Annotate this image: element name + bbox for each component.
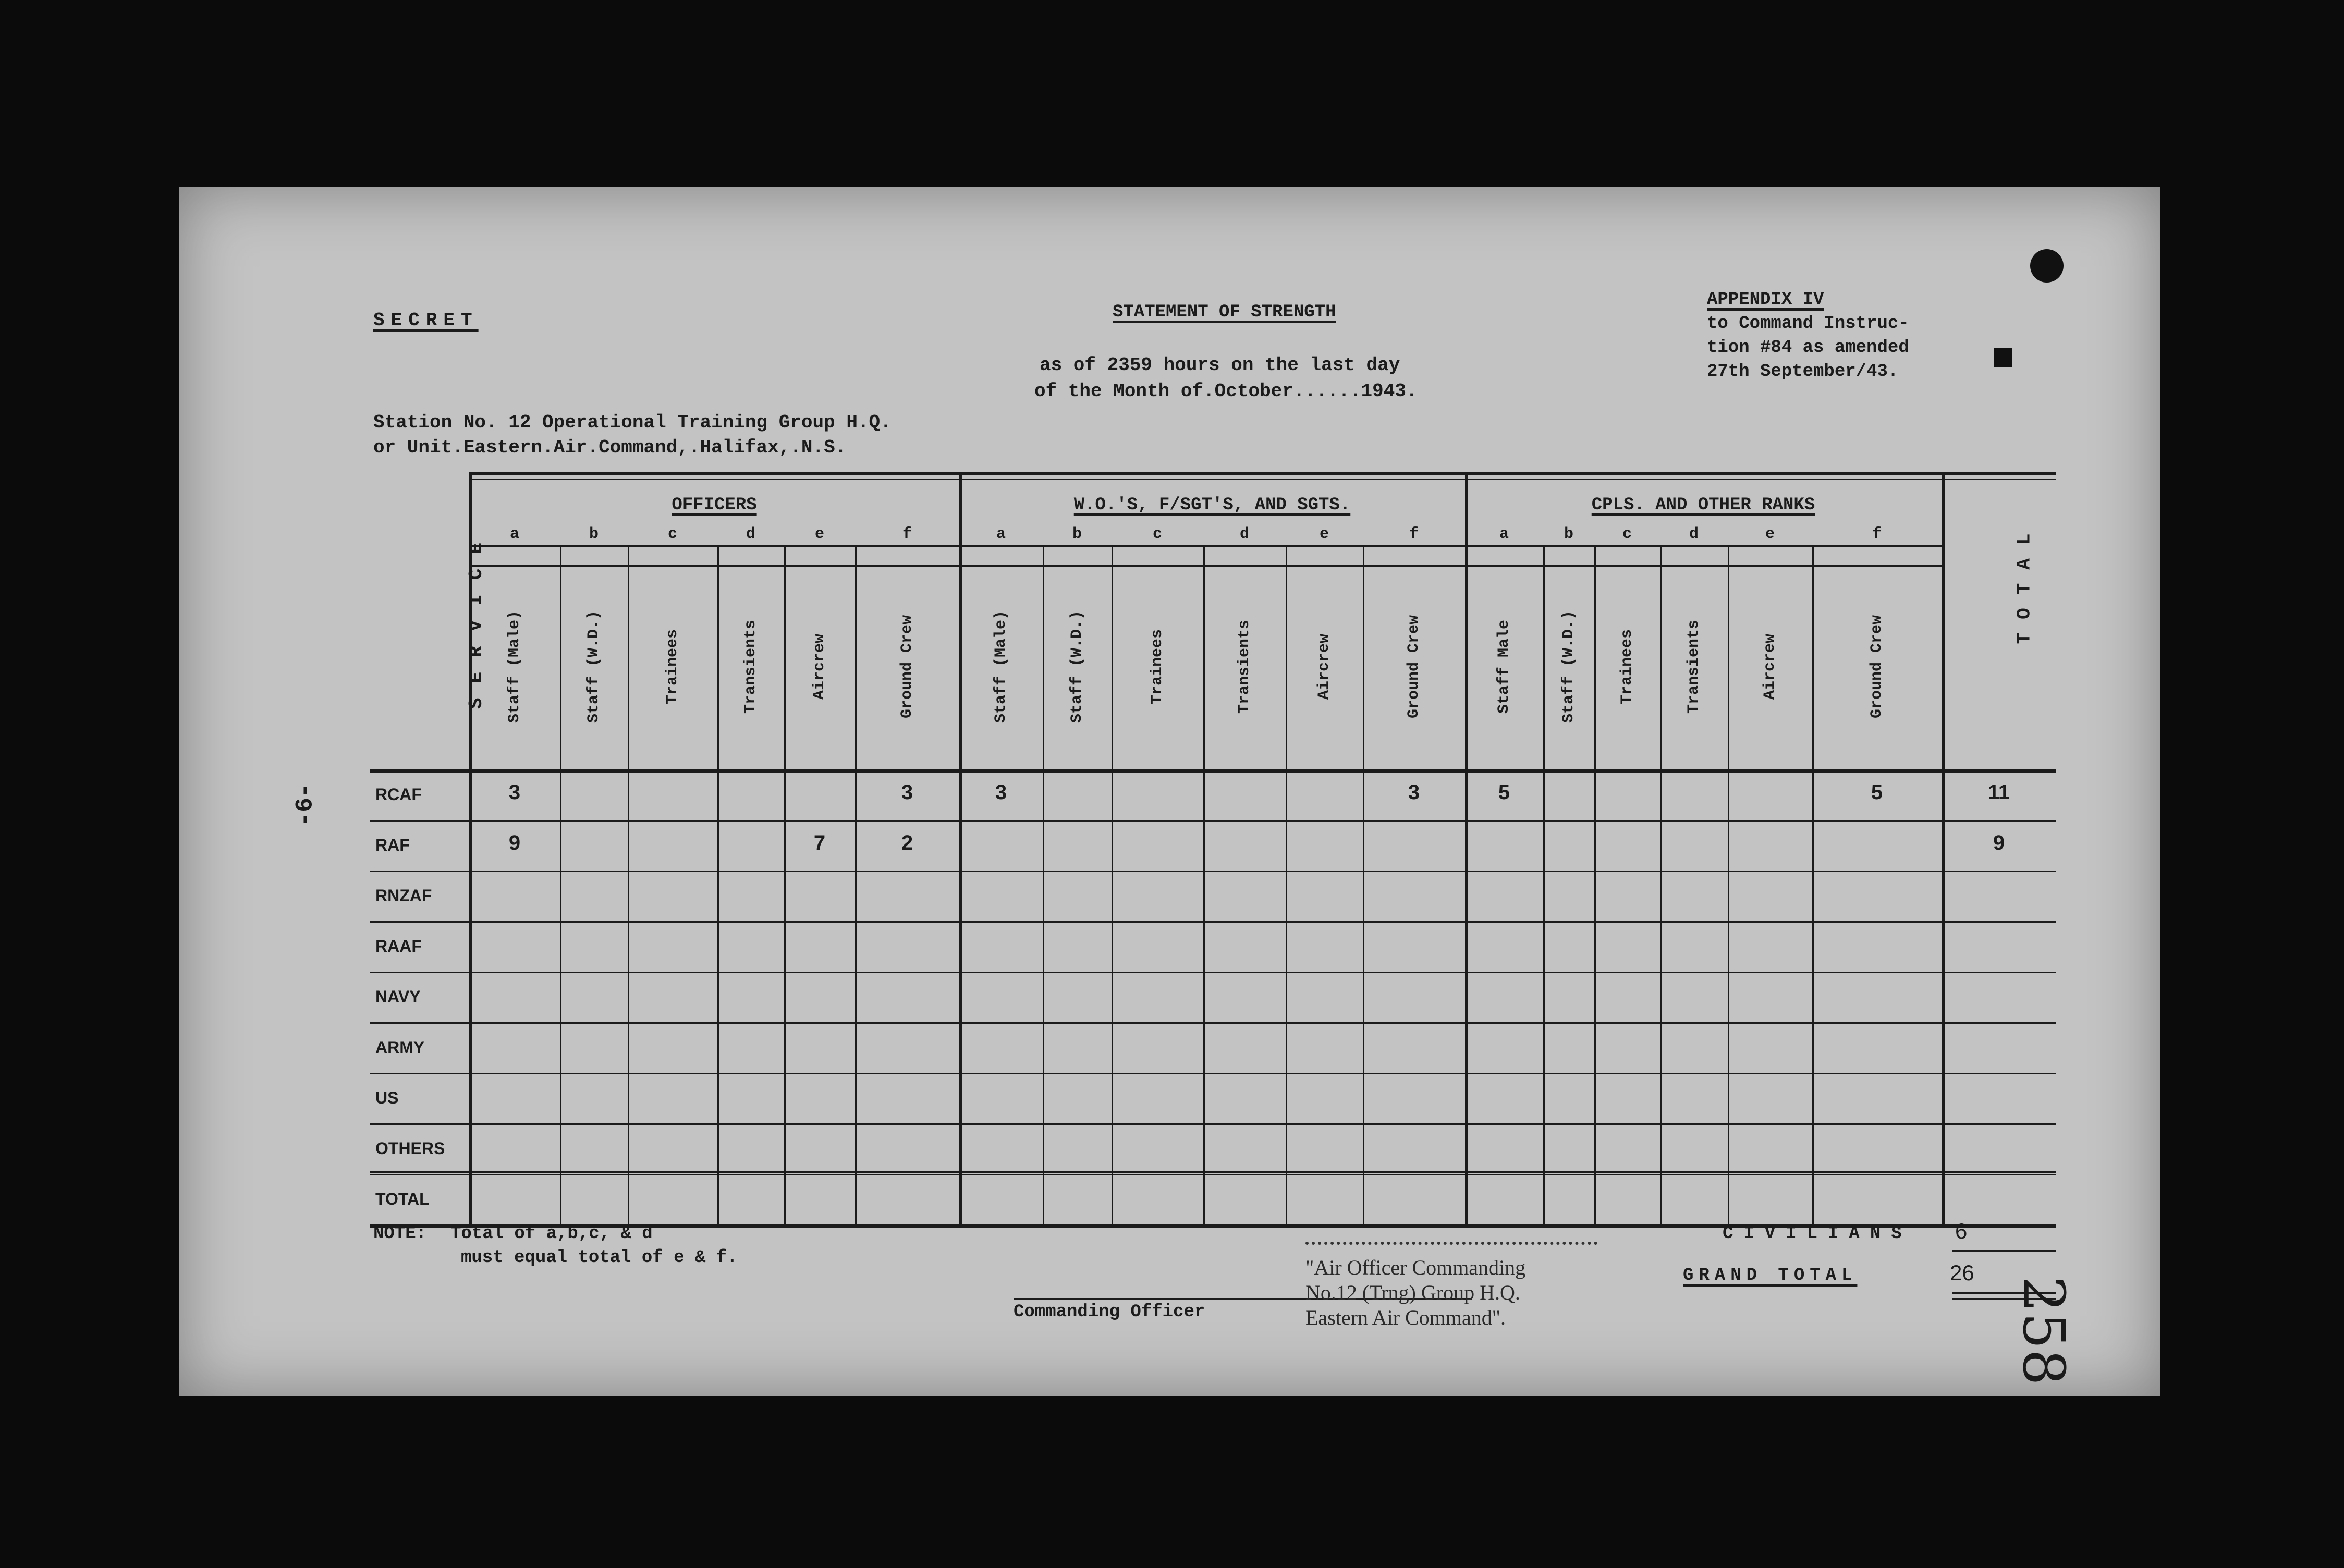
column-heading-text: Ground Crew — [1868, 615, 1886, 719]
column-rule — [628, 545, 629, 1224]
column-rule — [1286, 545, 1287, 1224]
column-rule — [717, 545, 719, 1224]
table-cell: 3 — [1408, 781, 1420, 804]
corner-mark — [1994, 348, 2012, 367]
row-rule — [370, 1073, 2056, 1074]
table-cell: 5 — [1871, 781, 1883, 804]
grand-total-label: GRAND TOTAL — [1683, 1266, 1858, 1285]
group-title: W.O.'S, F/SGT'S, AND SGTS. — [1073, 495, 1351, 515]
row-label: RCAF — [375, 785, 422, 804]
column-letter: c — [667, 525, 677, 543]
column-rule — [1112, 545, 1113, 1224]
column-heading — [1488, 581, 1520, 753]
table-cell: 3 — [995, 781, 1007, 804]
stamp-line1: "Air Officer Commanding — [1305, 1256, 1526, 1279]
column-letter: e — [1765, 525, 1775, 543]
column-heading-text: Trainees — [1149, 629, 1166, 705]
column-letter: b — [589, 525, 599, 543]
row-label: US — [375, 1088, 399, 1107]
column-heading — [1398, 581, 1430, 753]
civilians-value: 6 — [1955, 1219, 1968, 1243]
row-label: NAVY — [375, 987, 421, 1006]
document-page — [179, 187, 2160, 1396]
column-heading-text: Trainees — [664, 629, 681, 705]
column-heading — [985, 581, 1017, 753]
column-letter: e — [1319, 525, 1329, 543]
row-total: 11 — [1987, 781, 2010, 804]
table-cell: 3 — [901, 781, 913, 804]
table-cell: 7 — [813, 831, 826, 854]
column-heading-text: Staff (W.D.) — [1068, 610, 1086, 724]
appendix-line1: to Command Instruc- — [1707, 314, 1909, 334]
row-label: RAF — [375, 836, 410, 854]
column-letter: f — [1872, 525, 1882, 543]
column-rule — [1728, 545, 1729, 1224]
signature-label: Commanding Officer — [1014, 1302, 1205, 1322]
row-label: ARMY — [375, 1038, 425, 1057]
note-line1: Total of a,b,c, & d — [450, 1224, 653, 1244]
column-rule — [1942, 472, 1945, 1224]
table-cell: 2 — [901, 831, 913, 854]
column-heading-text: Staff Male — [1495, 619, 1513, 714]
column-letter: a — [509, 525, 519, 543]
note-line2: must equal total of e & f. — [461, 1248, 738, 1268]
column-heading-text: Ground Crew — [1405, 615, 1423, 719]
row-rule — [370, 820, 2056, 822]
column-rule — [1543, 545, 1545, 1224]
column-heading — [1061, 581, 1093, 753]
column-rule — [959, 472, 962, 1224]
grand-total-value: 26 — [1950, 1260, 1974, 1285]
unit-line: or Unit.Eastern.Air.Command,.Halifax,.N.S. — [373, 437, 847, 458]
column-heading — [1678, 581, 1710, 753]
station-line: Station No. 12 Operational Training Group H.Q. — [373, 412, 892, 433]
column-letter: e — [814, 525, 824, 543]
row-label: RAAF — [375, 937, 422, 956]
column-heading — [1861, 581, 1893, 753]
column-letter: f — [1409, 525, 1419, 543]
column-rule — [784, 545, 786, 1224]
column-heading — [1142, 581, 1173, 753]
note-label: NOTE: — [373, 1224, 427, 1244]
column-letter: f — [902, 525, 912, 543]
column-rule — [1660, 545, 1662, 1224]
column-heading-text: Staff (Male) — [992, 610, 1010, 724]
punch-hole — [2030, 249, 2064, 283]
column-heading-text: Transients — [1685, 619, 1703, 714]
column-rule — [1812, 545, 1814, 1224]
handwritten-page-number: 258 — [2010, 1276, 2077, 1386]
secret-label: SECRET — [373, 310, 479, 331]
column-letter: c — [1622, 525, 1632, 543]
table-cell: 5 — [1498, 781, 1510, 804]
column-heading — [1754, 581, 1786, 753]
column-rule — [1465, 472, 1468, 1224]
column-heading — [1553, 581, 1584, 753]
table-cell: 3 — [508, 781, 521, 804]
table-top-rule — [469, 472, 2056, 475]
column-heading-text: Transients — [742, 619, 760, 714]
column-rule — [1363, 545, 1364, 1224]
column-heading — [1612, 581, 1643, 753]
column-heading-text: Aircrew — [811, 633, 828, 700]
column-heading-text: Ground Crew — [898, 615, 917, 719]
row-label: TOTAL — [375, 1190, 430, 1208]
total-row-rule — [370, 1171, 2056, 1173]
column-letter: d — [1239, 525, 1249, 543]
group-title: OFFICERS — [672, 495, 757, 515]
row-rule — [370, 1022, 2056, 1024]
column-heading-text: Transients — [1236, 619, 1253, 714]
margin-page-mark: -6- — [291, 783, 319, 827]
column-letter: d — [746, 525, 755, 543]
row-label: OTHERS — [375, 1139, 445, 1158]
column-heading-text: Staff (Male) — [506, 610, 524, 724]
table-top-rule-2 — [469, 479, 2056, 480]
total-column-heading: TOTAL — [2013, 520, 2035, 644]
column-heading — [892, 581, 923, 753]
column-letter: a — [1499, 525, 1509, 543]
row-rule — [370, 1174, 2056, 1175]
column-heading-text: Aircrew — [1761, 633, 1779, 700]
column-rule — [855, 545, 857, 1224]
column-heading-text: Staff (W.D.) — [585, 610, 603, 724]
civilians-label: CIVILIANS — [1723, 1224, 1912, 1244]
column-rule — [1043, 545, 1044, 1224]
table-cell: 9 — [508, 831, 521, 854]
column-heading — [804, 581, 835, 753]
letter-row-rule — [469, 545, 1942, 547]
row-rule — [370, 972, 2056, 973]
row-rule — [370, 1123, 2056, 1125]
column-heading-text: Staff (W.D.) — [1560, 610, 1578, 724]
appendix-line3: 27th September/43. — [1707, 362, 1899, 382]
column-letter: b — [1564, 525, 1573, 543]
column-heading-text: Trainees — [1618, 629, 1636, 705]
column-heading — [735, 581, 766, 753]
column-letter: c — [1152, 525, 1162, 543]
column-rule — [560, 545, 561, 1224]
column-letter: a — [996, 525, 1006, 543]
column-heading — [1309, 581, 1340, 753]
column-head-rule — [469, 565, 1942, 567]
document-title: STATEMENT OF STRENGTH — [1113, 302, 1336, 322]
stamp-line3: Eastern Air Command". — [1305, 1306, 1506, 1329]
stamp-dotted-line — [1305, 1242, 1597, 1245]
group-title: CPLS. AND OTHER RANKS — [1591, 495, 1815, 515]
stamp-line2: No.12 (Trng) Group H.Q. — [1305, 1281, 1520, 1304]
header-bottom-rule — [370, 769, 2056, 773]
appendix-line2: tion #84 as amended — [1707, 338, 1909, 358]
column-letter: b — [1072, 525, 1082, 543]
column-heading — [578, 581, 609, 753]
row-label: RNZAF — [375, 886, 432, 905]
column-heading-text: Aircrew — [1315, 633, 1333, 700]
column-heading — [657, 581, 688, 753]
appendix-label: APPENDIX IV — [1707, 290, 1824, 310]
row-rule — [370, 921, 2056, 923]
column-heading — [499, 581, 530, 753]
column-heading — [1229, 581, 1260, 753]
service-column-heading: SERVICE — [466, 528, 487, 709]
subtitle-line1: as of 2359 hours on the last day — [1040, 354, 1400, 376]
column-letter: d — [1689, 525, 1699, 543]
subtitle-line2: of the Month of.October......1943. — [1034, 381, 1418, 402]
row-total: 9 — [1993, 831, 2005, 854]
column-rule — [1594, 545, 1596, 1224]
column-rule — [1203, 545, 1205, 1224]
row-rule — [370, 871, 2056, 872]
